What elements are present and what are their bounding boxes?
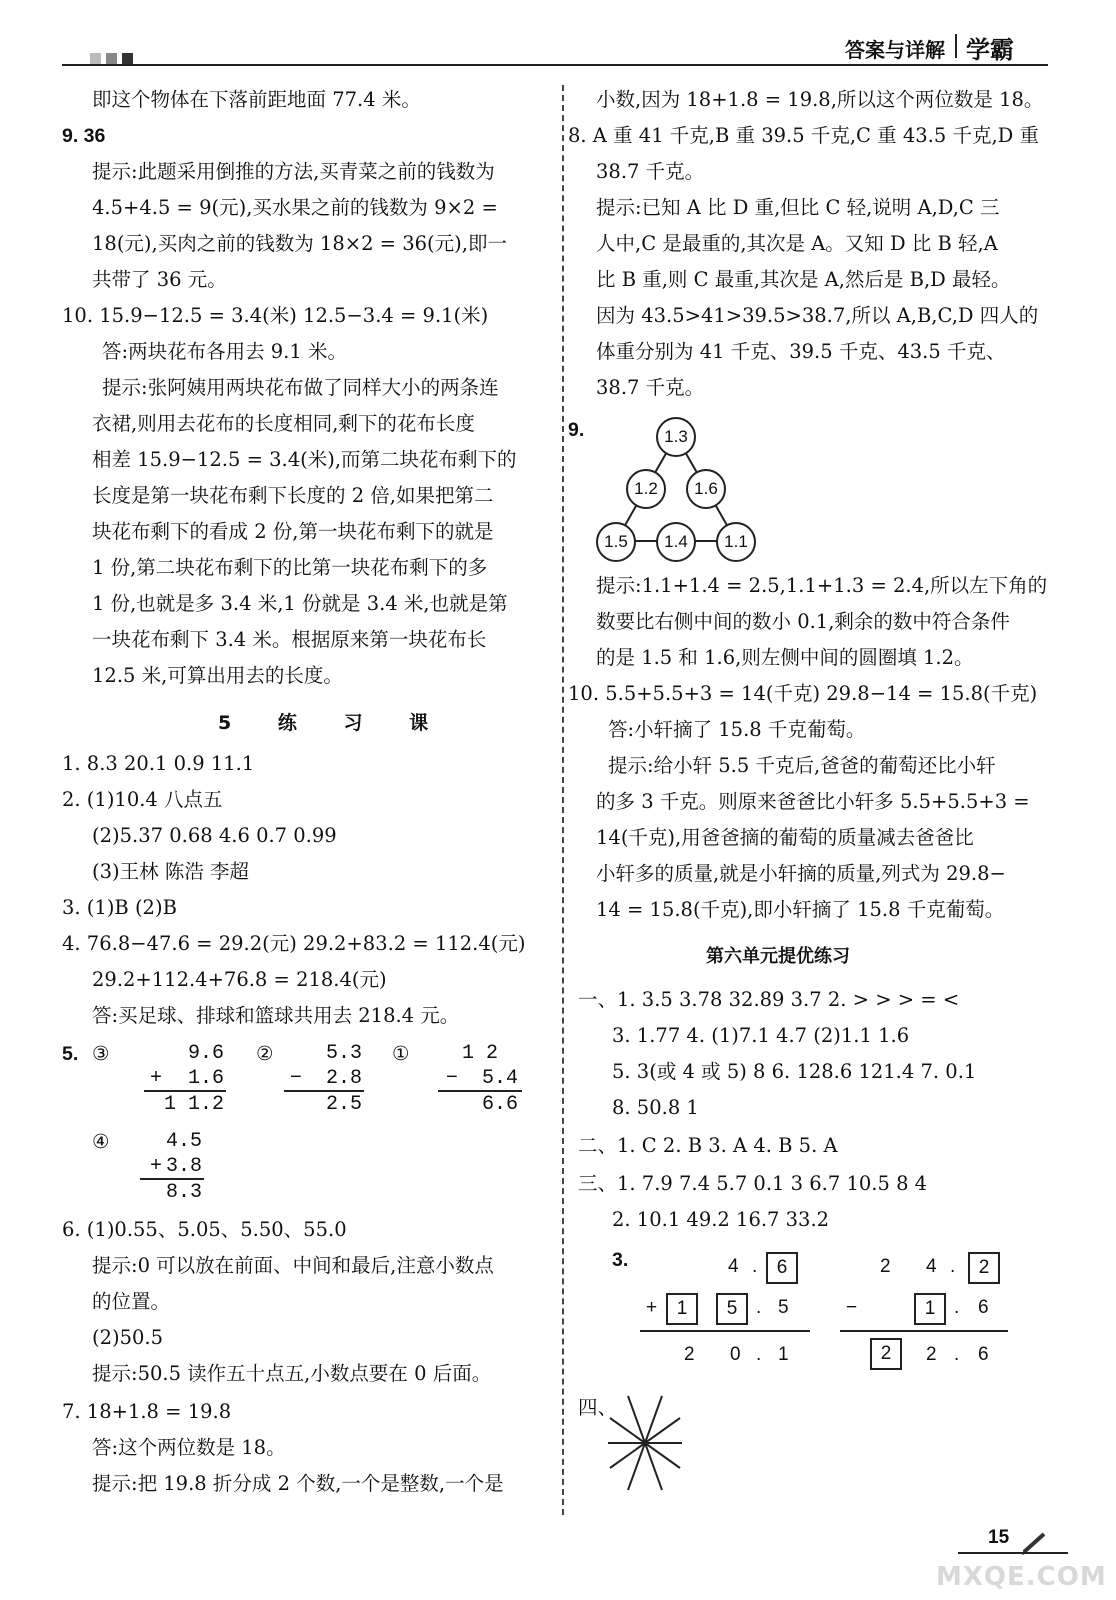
left-line-6: 10. 15.9−12.5 = 3.4(米) 12.5−3.4 = 9.1(米) <box>62 304 489 327</box>
right3-line-1: 3. 1.77 4. (1)7.1 4.7 (2)1.1 1.6 <box>612 1024 910 1047</box>
right-line-2: 38.7 千克。 <box>596 160 705 183</box>
calc4-bot: 3.8 <box>165 1155 202 1178</box>
right2-line-3: 10. 5.5+5.5+3 = 14(千克) 29.8−14 = 15.8(千克) <box>568 682 1038 705</box>
column-divider <box>562 85 564 1515</box>
left3-line-6: 答:这个两位数是 18。 <box>92 1436 286 1459</box>
calc3-top: 1 2 <box>461 1042 498 1065</box>
bc1-dot1: . <box>752 1256 758 1277</box>
left3-line-1: 提示:0 可以放在前面、中间和最后,注意小数点 <box>92 1254 494 1277</box>
calc2-bot: 2.8 <box>325 1067 362 1090</box>
left-line-0: 即这个物体在下落前距地面 77.4 米。 <box>92 88 421 111</box>
left-line-12: 块花布剩下的看成 2 份,第一块花布剩下的就是 <box>92 520 494 543</box>
left3-line-0: 6. (1)0.55、5.05、5.50、55.0 <box>62 1218 347 1241</box>
bc2-r2: 2 <box>926 1344 937 1365</box>
right2-line-8: 小轩多的质量,就是小轩摘的质量,列式为 29.8− <box>596 862 1006 885</box>
bc1-r2: 0 <box>730 1344 741 1365</box>
bc2-box1: 2 <box>968 1252 1000 1284</box>
right2-line-0: 提示:1.1+1.4 = 2.5,1.1+1.3 = 2.4,所以左下角的 <box>596 574 1048 597</box>
bc1-r1: 2 <box>684 1344 695 1365</box>
calc4-res: 8.3 <box>165 1181 202 1204</box>
q3-label: 3. <box>612 1249 629 1271</box>
bc2-op: − <box>846 1297 858 1318</box>
calc3-bot: 5.4 <box>481 1067 518 1090</box>
right-line-1: 8. A 重 41 千克,B 重 39.5 千克,C 重 43.5 千克,D 重 <box>568 124 1039 147</box>
calc1-top: 9.6 <box>187 1042 224 1065</box>
bc1-box2: 1 <box>666 1293 698 1325</box>
right2-line-7: 14(千克),用爸爸摘的葡萄的质量减去爸爸比 <box>596 826 974 849</box>
left2-line-0: 1. 8.3 20.1 0.9 11.1 <box>62 752 255 775</box>
left2-line-1: 2. (1)10.4 八点五 <box>62 788 223 811</box>
right-line-3: 提示:已知 A 比 D 重,但比 C 轻,说明 A,D,C 三 <box>596 196 1000 219</box>
left2-line-2: (2)5.37 0.68 4.6 0.7 0.99 <box>92 824 337 847</box>
bc1-box1: 6 <box>766 1252 798 1284</box>
bc1-dot2: . <box>756 1297 762 1318</box>
bc2-box2: 1 <box>914 1293 946 1325</box>
header-separator <box>955 34 957 58</box>
left-line-5: 共带了 36 元。 <box>92 268 227 291</box>
bc2-box3: 2 <box>870 1338 902 1370</box>
connection-lines-diagram <box>600 1388 700 1498</box>
left-line-10: 相差 15.9−12.5 = 3.4(米),而第二块花布剩下的 <box>92 448 517 471</box>
right-line-8: 38.7 千克。 <box>596 376 705 399</box>
bc2-dot3: . <box>954 1344 960 1365</box>
circle-mid-left: 1.2 <box>626 469 666 509</box>
left-line-3: 4.5+4.5 = 9(元),买水果之前的钱数为 9×2 = <box>92 196 498 219</box>
footer-rule <box>958 1552 1068 1554</box>
right-line-4: 人中,C 是最重的,其次是 A。又知 D 比 B 轻,A <box>596 232 998 255</box>
right-line-0: 小数,因为 18+1.8 = 19.8,所以这个两位数是 18。 <box>596 88 1044 111</box>
left3-line-7: 提示:把 19.8 折分成 2 个数,一个是整数,一个是 <box>92 1472 504 1495</box>
left2-line-5: 4. 76.8−47.6 = 29.2(元) 29.2+83.2 = 112.4(元) <box>62 932 526 955</box>
left2-line-4: 3. (1)B (2)B <box>62 896 177 919</box>
right2-line-1: 数要比右侧中间的数小 0.1,剩余的数中符合条件 <box>596 610 1010 633</box>
calc2-op: − <box>289 1067 302 1090</box>
left2-line-6: 29.2+112.4+76.8 = 218.4(元) <box>92 968 387 991</box>
header-square-1 <box>90 53 101 64</box>
bc2-dot2: . <box>954 1297 960 1318</box>
right2-line-6: 的多 3 千克。则原来爸爸比小轩多 5.5+5.5+3 = <box>596 790 1030 813</box>
q9-label: 9. <box>568 419 585 441</box>
right2-line-9: 14 = 15.8(千克),即小轩摘了 15.8 千克葡萄。 <box>596 898 1005 921</box>
header-square-3 <box>122 53 133 64</box>
calc2-top: 5.3 <box>325 1042 362 1065</box>
right3-line-4: 二、1. C 2. B 3. A 4. B 5. A <box>578 1134 838 1157</box>
calc4-op: + <box>149 1155 162 1178</box>
right2-line-4: 答:小轩摘了 15.8 千克葡萄。 <box>608 718 866 741</box>
calc4-mark: ④ <box>92 1130 110 1153</box>
calc2-res: 2.5 <box>325 1093 362 1116</box>
left-line-15: 一块花布剩下 3.4 米。根据原来第一块花布长 <box>92 628 487 651</box>
left-line-8: 提示:张阿姨用两块花布做了同样大小的两条连 <box>102 376 499 399</box>
calc3-op: − <box>445 1067 458 1090</box>
bc1-op: + <box>646 1297 658 1318</box>
bc2-r3: 6 <box>978 1344 989 1365</box>
bc2-d3: 6 <box>978 1297 989 1318</box>
left-line-11: 长度是第一块花布剩下长度的 2 倍,如果把第二 <box>92 484 494 507</box>
page-number: 15 <box>988 1527 1010 1548</box>
bc1-r3: 1 <box>778 1344 789 1365</box>
section-title-unit6: 第六单元提优练习 <box>706 946 850 967</box>
bc1-dot3: . <box>756 1344 762 1365</box>
left-line-13: 1 份,第二块花布剩下的比第一块花布剩下的多 <box>92 556 488 579</box>
header-square-2 <box>106 53 117 64</box>
circle-bottom-mid: 1.4 <box>656 522 696 562</box>
left2-line-7: 答:买足球、排球和篮球共用去 218.4 元。 <box>92 1004 460 1027</box>
right2-line-5: 提示:给小轩 5.5 千克后,爸爸的葡萄还比小轩 <box>608 754 996 777</box>
bc1-d2: 5 <box>778 1297 789 1318</box>
right3-line-2: 5. 3(或 4 或 5) 8 6. 128.6 121.4 7. 0.1 <box>612 1060 977 1083</box>
calc3-mark: ① <box>392 1042 410 1065</box>
left2-line-3: (3)王林 陈浩 李超 <box>92 860 250 883</box>
watermark: MXQE.COM <box>936 1562 1107 1592</box>
right-line-5: 比 B 重,则 C 最重,其次是 A,然后是 B,D 最轻。 <box>596 268 1011 291</box>
calc2-mark: ② <box>256 1042 274 1065</box>
right-line-6: 因为 43.5>41>39.5>38.7,所以 A,B,C,D 四人的 <box>596 304 1039 327</box>
bc2-d2: 4 <box>926 1256 937 1277</box>
left-line-1: 9. 36 <box>62 125 106 147</box>
circle-bottom-left: 1.5 <box>596 522 636 562</box>
header-brand-text: 答案与详解 <box>845 38 945 62</box>
header-logo: 学霸 <box>966 36 1014 64</box>
right3-line-5: 三、1. 7.9 7.4 5.7 0.1 3 6.7 10.5 8 4 <box>578 1172 928 1195</box>
calc4-top: 4.5 <box>165 1130 202 1153</box>
left-line-16: 12.5 米,可算出用去的长度。 <box>92 664 343 687</box>
calc1-bot: 1.6 <box>187 1067 224 1090</box>
bc2-dot1: . <box>950 1256 956 1277</box>
q4-label: 四、 <box>578 1396 618 1419</box>
calc1-op: + <box>149 1067 162 1090</box>
left-line-2: 提示:此题采用倒推的方法,买青菜之前的钱数为 <box>92 160 495 183</box>
bc2-d1: 2 <box>880 1256 891 1277</box>
bc1-d1: 4 <box>728 1256 739 1277</box>
left-line-7: 答:两块花布各用去 9.1 米。 <box>102 340 347 363</box>
right2-line-2: 的是 1.5 和 1.6,则左侧中间的圆圈填 1.2。 <box>596 646 974 669</box>
right3-line-0: 一、1. 3.5 3.78 32.89 3.7 2. > > > = < <box>578 988 960 1011</box>
circle-top: 1.3 <box>656 417 696 457</box>
left-line-14: 1 份,也就是多 3.4 米,1 份就是 3.4 米,也就是第 <box>92 592 508 615</box>
left3-line-2: 的位置。 <box>92 1290 171 1313</box>
header-rule <box>62 64 1048 66</box>
left3-line-4: 提示:50.5 读作五十点五,小数点要在 0 后面。 <box>92 1362 492 1385</box>
q5-label: 5. <box>62 1043 79 1065</box>
left-line-4: 18(元),买肉之前的钱数为 18×2 = 36(元),即一 <box>92 232 507 255</box>
right-line-7: 体重分别为 41 千克、39.5 千克、43.5 千克、 <box>596 340 1006 363</box>
right3-line-3: 8. 50.8 1 <box>612 1096 699 1119</box>
bc2-rule <box>840 1330 1008 1332</box>
right3-line-6: 2. 10.1 49.2 16.7 33.2 <box>612 1208 830 1231</box>
bc1-rule <box>640 1330 810 1332</box>
calc1-res: 1 1.2 <box>163 1093 224 1116</box>
calc1-mark: ③ <box>92 1042 110 1065</box>
left-line-9: 衣裙,则用去花布的长度相同,剩下的花布长度 <box>92 412 475 435</box>
left3-line-3: (2)50.5 <box>92 1326 164 1349</box>
left3-line-5: 7. 18+1.8 = 19.8 <box>62 1400 232 1423</box>
section-title-5: 5 练 习 课 <box>218 712 449 734</box>
circle-bottom-right: 1.1 <box>716 522 756 562</box>
calc3-res: 6.6 <box>481 1093 518 1116</box>
circle-mid-right: 1.6 <box>686 469 726 509</box>
bc1-box3: 5 <box>716 1293 748 1325</box>
